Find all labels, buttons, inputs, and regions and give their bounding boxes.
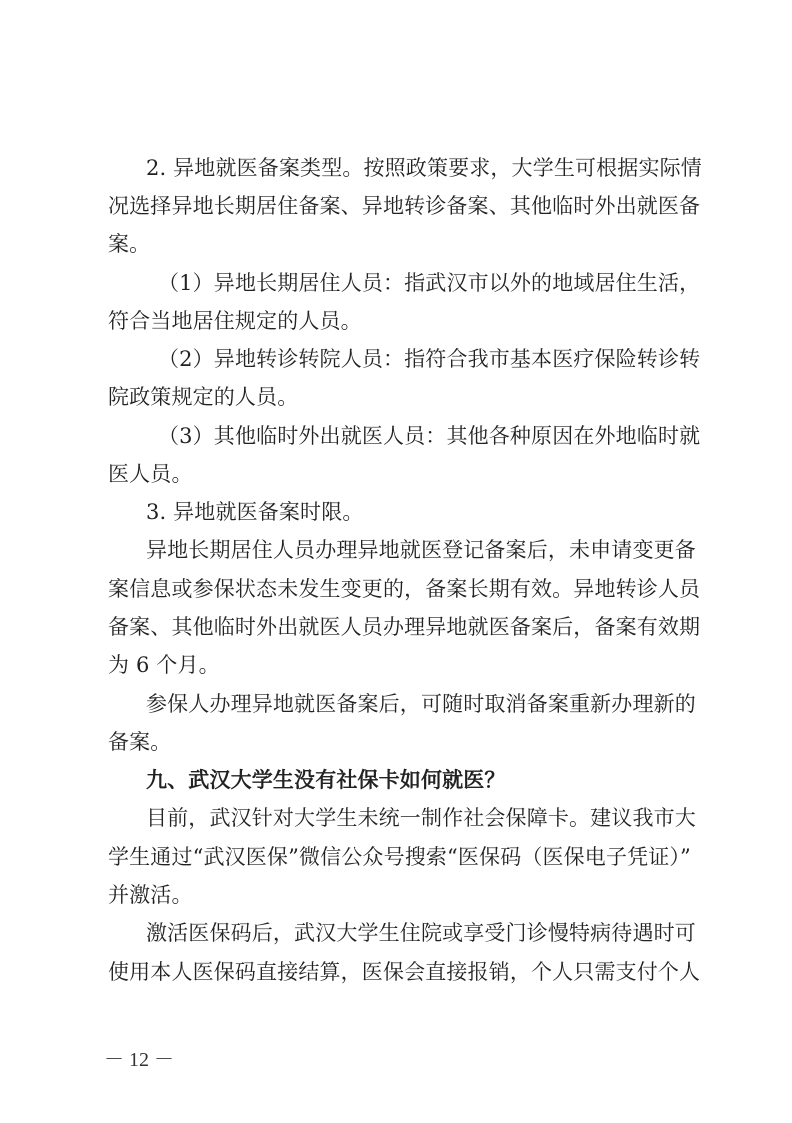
paragraph-line: 使用本人医保码直接结算，医保会直接报销，个人只需支付个人 [108,960,701,984]
paragraph-line: 为 6 个月。 [108,653,220,677]
paragraph-line: 案信息或参保状态未发生变更的，备案长期有效。异地转诊人员 [108,577,701,601]
paragraph-line: 院政策规定的人员。 [108,385,299,409]
paragraph-line: 2. 异地就医备案类型。按照政策要求，大学生可根据实际情 [146,156,702,180]
section-subheading: 3. 异地就医备案时限。 [146,500,364,524]
paragraph-line: （2）异地转诊转院人员：指符合我市基本医疗保险转诊转 [158,347,701,371]
paragraph-line: 备案、其他临时外出就医人员办理异地就医备案后，备案有效期 [108,615,701,639]
paragraph-line: 况选择异地长期居住备案、异地转诊备案、其他临时外出就医备 [108,194,701,218]
paragraph-line: （1）异地长期居住人员：指武汉市以外的地域居住生活， [158,271,701,295]
section-heading: 九、武汉大学生没有社保卡如何就医？ [146,768,506,792]
paragraph-line: 目前，武汉针对大学生未统一制作社会保障卡。建议我市大 [146,806,696,830]
paragraph-line: 医人员。 [108,462,193,486]
paragraph-line: 并激活。 [108,883,193,907]
paragraph-line: 案。 [108,232,151,256]
paragraph-line: 激活医保码后，武汉大学生住院或享受门诊慢特病待遇时可 [146,921,696,945]
paragraph-line: 学生通过“武汉医保”微信公众号搜索“医保码（医保电子凭证）” [108,845,691,869]
paragraph-line: 备案。 [108,730,172,754]
page-number: － 12 － [104,1049,174,1071]
paragraph-line: 参保人办理异地就医备案后，可随时取消备案重新办理新的 [146,692,696,716]
paragraph-line: 异地长期居住人员办理异地就医登记备案后，未申请变更备 [146,538,696,562]
paragraph-line: 符合当地居住规定的人员。 [108,309,362,333]
paragraph-line: （3）其他临时外出就医人员：其他各种原因在外地临时就 [158,424,701,448]
